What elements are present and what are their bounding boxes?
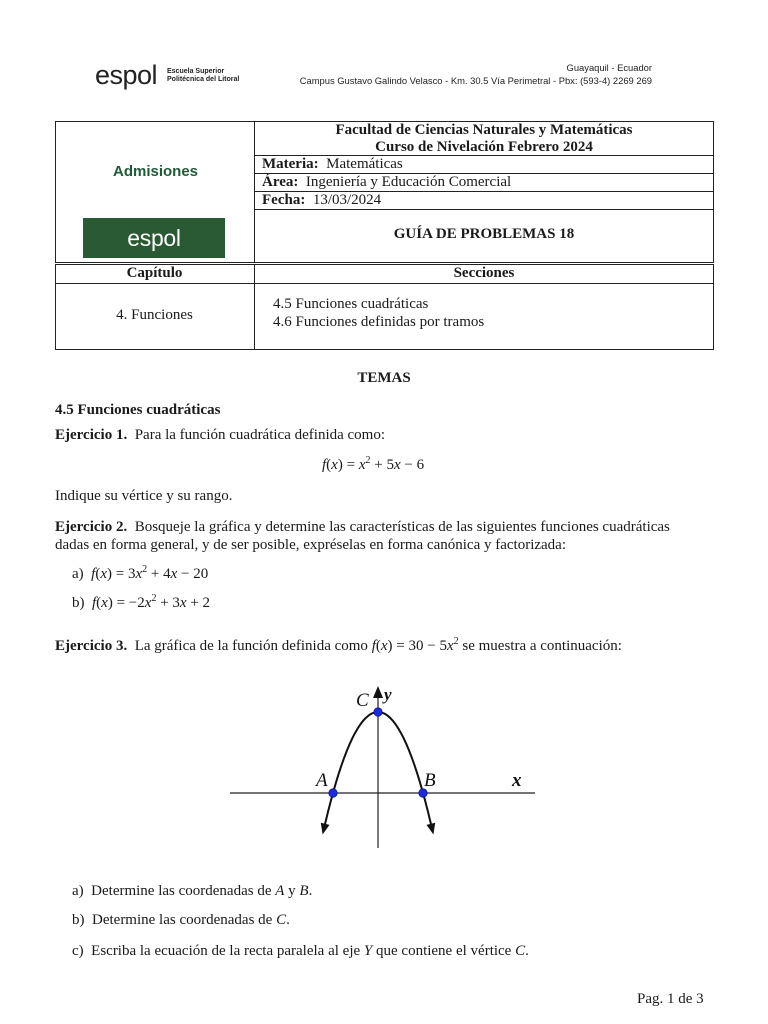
ex3-label: Ejercicio 3. bbox=[55, 638, 128, 654]
ex2-item-b: b) $f(x) = -2x^2 + 3x + 2$ bbox=[72, 593, 211, 611]
label-A: A bbox=[316, 770, 328, 791]
area-row bbox=[262, 173, 511, 191]
parabola-figure bbox=[228, 680, 538, 852]
ex3-text-pre: La gráfica de la función definida como bbox=[134, 638, 368, 654]
header-campus: Campus Gustavo Galindo Velasco - Km. 30.5 Vía Perimetral - Pbx: (593-4) 2269 269 bbox=[299, 75, 652, 86]
page-footer: Pag. 1 de 3 bbox=[637, 991, 704, 1007]
ex1-label: Ejercicio 1. bbox=[55, 427, 128, 443]
area-label: Área: bbox=[262, 174, 299, 190]
point-C bbox=[374, 708, 382, 716]
ex3-question-c: c) Escriba la ecuación de la recta paralela al eje Y que contiene el vértice C. bbox=[72, 943, 529, 959]
logo-subtitle-line2: Politécnica del Litoral bbox=[167, 76, 240, 83]
chapter-value: 4. Funciones bbox=[116, 307, 193, 323]
header-city: Guayaquil - Ecuador bbox=[566, 62, 652, 73]
ex1-statement bbox=[55, 426, 385, 444]
q-c-mid: que contiene el vértice bbox=[376, 943, 512, 959]
fecha-label: Fecha: bbox=[262, 192, 306, 208]
espol-badge-logo bbox=[83, 218, 225, 258]
q-b-label: b) bbox=[72, 912, 85, 928]
label-y: y bbox=[384, 685, 392, 704]
guide-title: GUÍA DE PROBLEMAS 18 bbox=[393, 226, 575, 242]
ex1-text: Para la función cuadrática definida como: bbox=[134, 427, 386, 443]
curve-arrow-left bbox=[321, 823, 330, 835]
row-line bbox=[254, 209, 714, 210]
ex2-statement bbox=[55, 518, 670, 536]
badge-wordmark: espol bbox=[127, 224, 181, 251]
materia-row bbox=[262, 155, 403, 173]
materia-label: Materia: bbox=[262, 156, 319, 172]
ex3-question-b: b) Determine las coordenadas de C. bbox=[72, 912, 290, 928]
q-b-text: Determine las coordenadas de bbox=[92, 912, 273, 928]
q-a-mid: y bbox=[288, 883, 296, 899]
ex1-question: Indique su vértice y su rango. bbox=[55, 488, 233, 504]
ex2-label: Ejercicio 2. bbox=[55, 519, 128, 535]
materia-value: Matemáticas bbox=[326, 156, 403, 172]
ex3-question-a: a) Determine las coordenadas de A y B. bbox=[72, 883, 313, 899]
section-heading: 4.5 Funciones cuadráticas bbox=[55, 402, 221, 418]
col-chapter: Capítulo bbox=[126, 265, 183, 281]
fecha-value: 13/03/2024 bbox=[312, 192, 382, 208]
label-C: C bbox=[356, 690, 369, 711]
ex2-item-a: a) $f(x) = 3x^2 + 4x - 20$ bbox=[72, 564, 209, 582]
q-c-text: Escriba la ecuación de la recta paralela al eje bbox=[91, 943, 361, 959]
q-c-label: c) bbox=[72, 943, 84, 959]
espol-header-logo bbox=[95, 58, 255, 94]
ex1-formula: $f(x) = x^2 + 5x - 6$ bbox=[322, 455, 425, 473]
admisiones-label: Admisiones bbox=[113, 163, 199, 180]
ex2-line1: Bosqueje la gráfica y determine las características de las siguientes funciones cuadráticas bbox=[134, 519, 670, 535]
col-sections: Secciones bbox=[453, 265, 515, 281]
course-title: Curso de Nivelación Febrero 2024 bbox=[375, 139, 593, 155]
y-axis-arrow bbox=[373, 686, 383, 698]
header-address bbox=[300, 61, 652, 87]
ex3-text-post: se muestra a continuación: bbox=[462, 638, 622, 654]
point-A bbox=[329, 789, 337, 797]
logo-subtitle-line1: Escuela Superior bbox=[167, 68, 225, 75]
ex2-line2: dadas en forma general, y de ser posible, expréselas en forma canónica y factorizada: bbox=[55, 537, 567, 553]
section-item-2: 4.6 Funciones definidas por tramos bbox=[273, 314, 485, 330]
q-a-text: Determine las coordenadas de bbox=[91, 883, 272, 899]
label-B: B bbox=[424, 770, 436, 791]
q-a-label: a) bbox=[72, 883, 84, 899]
area-value: Ingeniería y Educación Comercial bbox=[305, 174, 512, 190]
label-x: x bbox=[512, 770, 522, 791]
fecha-row bbox=[262, 191, 381, 209]
section-item-1: 4.5 Funciones cuadráticas bbox=[273, 296, 429, 312]
ex3-statement: Ejercicio 3. La gráfica de la función definida como $f(x) = 30 - 5x^2$ se muestra a continuación: bbox=[55, 636, 622, 654]
ex2-b-label: b) bbox=[72, 595, 85, 611]
logo-wordmark: espol bbox=[95, 60, 158, 90]
curve-arrow-right bbox=[427, 823, 436, 835]
chapter-header-line bbox=[55, 283, 714, 284]
faculty-title: Facultad de Ciencias Naturales y Matemáticas bbox=[335, 122, 633, 138]
logo-subtitle bbox=[167, 68, 239, 84]
temas-heading: TEMAS bbox=[357, 370, 411, 386]
ex2-a-label: a) bbox=[72, 566, 84, 582]
